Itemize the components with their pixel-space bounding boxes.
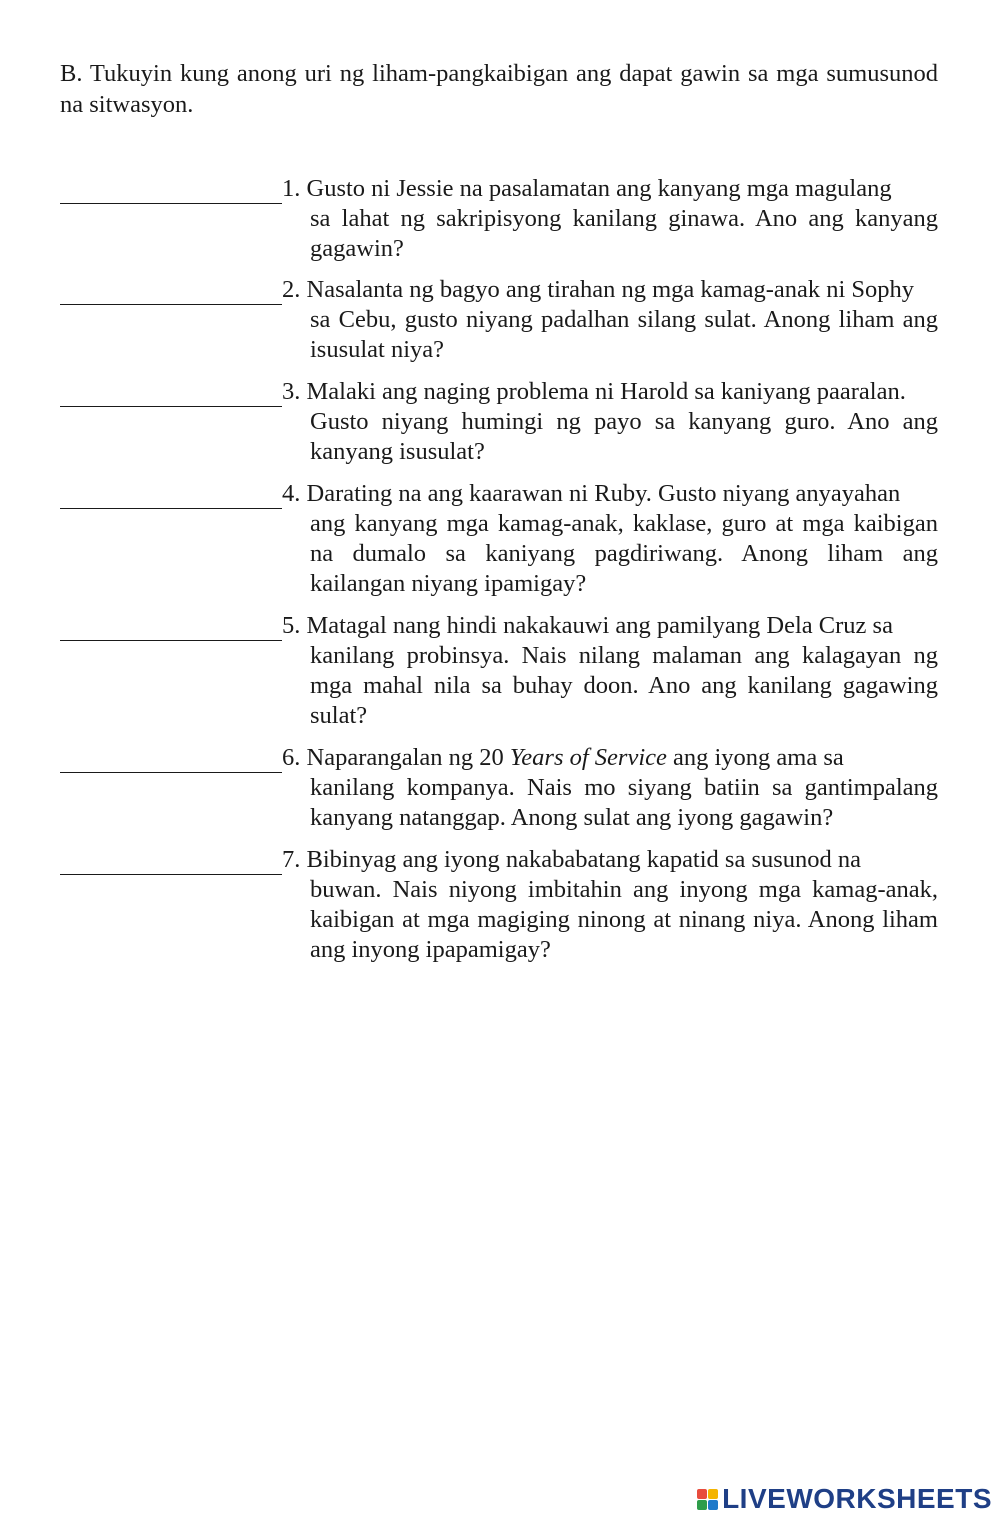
question-item — [60, 743, 938, 833]
logo-square-red — [697, 1489, 707, 1499]
question-text-first-line-pre: Naparangalan ng 20 — [306, 744, 510, 771]
question-number: 2. — [282, 276, 301, 303]
question-number: 5. — [282, 612, 301, 639]
question-text-rest: buwan. Nais niyong imbitahin ang inyong mga kamag-anak, kaibigan at mga magiging ninong at ninang niya. Anong liham ang inyong ipapamigay? — [310, 876, 938, 963]
answer-blank-5[interactable] — [60, 611, 282, 641]
answer-blank-1[interactable] — [60, 174, 282, 204]
question-item — [60, 845, 938, 965]
answer-blank-2[interactable] — [60, 275, 282, 305]
question-text-rest: kanilang kompanya. Nais mo siyang batiin sa gantimpalang kanyang natanggap. Anong sulat ang iyong gagawin? — [310, 774, 938, 831]
question-number: 3. — [282, 378, 301, 405]
question-text-first-line: Gusto ni Jessie na pasalamatan ang kanyang mga magulang — [306, 175, 892, 202]
question-text-rest: kanilang probinsya. Nais nilang malaman ang kalagayan ng mga mahal nila sa buhay doon. Ano ang kanilang gagawing sulat? — [310, 642, 938, 729]
question-item — [60, 611, 938, 731]
question-item — [60, 174, 938, 264]
logo-square-blue — [708, 1500, 718, 1510]
liveworksheets-logo — [697, 1483, 992, 1515]
question-number: 7. — [282, 846, 301, 873]
question-text-first-line-post: ang iyong ama sa — [666, 744, 844, 771]
question-text-first-line: Malaki ang naging problema ni Harold sa kaniyang paaralan. — [306, 378, 906, 405]
answer-blank-7[interactable] — [60, 845, 282, 875]
logo-square-green — [697, 1500, 707, 1510]
question-item — [60, 377, 938, 467]
question-text-first-line: Nasalanta ng bagyo ang tirahan ng mga kamag-anak ni Sophy — [306, 276, 915, 303]
logo-square-yellow — [708, 1489, 718, 1499]
logo-mark-icon — [697, 1489, 718, 1510]
question-number: 1. — [282, 175, 301, 202]
question-text-rest: sa Cebu, gusto niyang padalhan silang sulat. Anong liham ang isusulat niya? — [310, 306, 938, 363]
answer-blank-6[interactable] — [60, 743, 282, 773]
question-text-rest: ang kanyang mga kamag-anak, kaklase, guro at mga kaibigan na dumalo sa kaniyang pagdiriwang. Anong liham ang kailangan niyang ipamigay? — [310, 510, 938, 597]
question-number: 6. — [282, 744, 301, 771]
question-text-rest: Gusto niyang humingi ng payo sa kanyang guro. Ano ang kanyang isusulat? — [310, 408, 938, 465]
answer-blank-4[interactable] — [60, 479, 282, 509]
answer-blank-3[interactable] — [60, 377, 282, 407]
question-text-rest: sa lahat ng sakripisyong kanilang ginawa. Ano ang kanyang gagawin? — [310, 205, 938, 262]
question-number: 4. — [282, 480, 301, 507]
question-text-italic: Years of Service — [509, 744, 667, 771]
logo-text: LIVEWORKSHEETS — [722, 1483, 992, 1514]
question-list — [60, 174, 938, 965]
question-text-first-line: Darating na ang kaarawan ni Ruby. Gusto niyang anyayahan — [306, 480, 901, 507]
question-item — [60, 275, 938, 365]
instructions-text: B. Tukuyin kung anong uri ng liham-pangkaibigan ang dapat gawin sa mga sumusunod na sitwasyon. — [60, 60, 938, 118]
question-text-first-line: Matagal nang hindi nakakauwi ang pamilyang Dela Cruz sa — [306, 612, 893, 639]
question-text-first-line: Bibinyag ang iyong nakababatang kapatid sa susunod na — [306, 846, 862, 873]
question-item — [60, 479, 938, 599]
